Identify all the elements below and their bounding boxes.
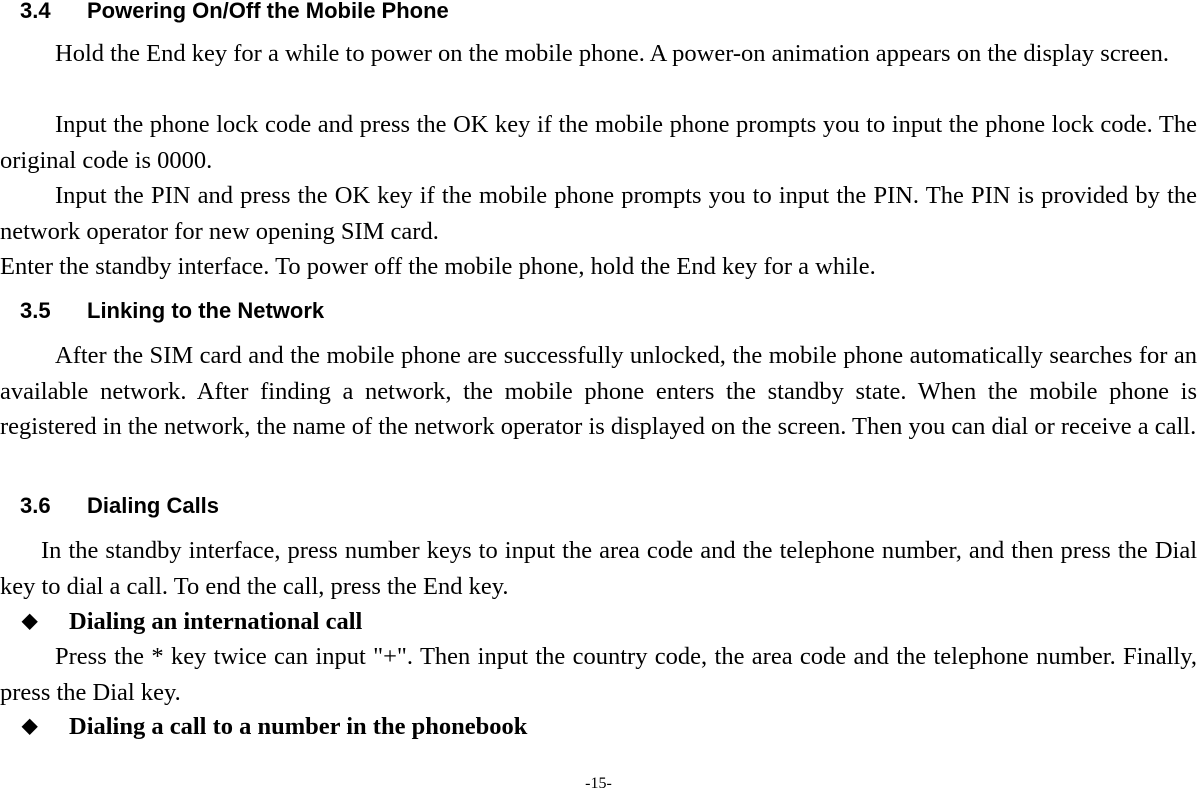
paragraph: Input the phone lock code and press the OK key if the mobile phone prompts you to input the phone lock code. The original code is 0000. [0, 111, 1197, 174]
section-number: 3.6 [20, 493, 51, 518]
subsection-heading-international-call [22, 606, 362, 637]
paragraph: Enter the standby interface. To power off the mobile phone, hold the End key for a while. [0, 253, 876, 280]
subsection-heading-phonebook-call [22, 711, 527, 742]
section-heading-3-5 [20, 299, 324, 323]
section-title: Linking to the Network [87, 298, 325, 323]
section-number: 3.5 [20, 298, 51, 323]
paragraph: Press the * key twice can input "+". Then input the country code, the area code and the telephone number. Finally, press the Dial key. [0, 643, 1197, 706]
paragraph: After the SIM card and the mobile phone are successfully unlocked, the mobile phone automatically searches for an available network. After finding a network, the mobile phone enters the standby state. When the mobile phone is registered in the network, the name of the network operator is displayed on the screen. Then you can dial or receive a call. [0, 342, 1197, 440]
subsection-title: Dialing a call to a number in the phonebook [69, 713, 528, 740]
paragraph: In the standby interface, press number keys to input the area code and the telephone number, and then press the Dial key to dial a call. To end the call, press the End key. [0, 537, 1197, 600]
section-title: Powering On/Off the Mobile Phone [87, 0, 449, 23]
subsection-title: Dialing an international call [69, 608, 363, 635]
section-title: Dialing Calls [87, 493, 220, 518]
section-heading-3-4 [20, 0, 449, 23]
paragraph: Hold the End key for a while to power on the mobile phone. A power-on animation appears on the display screen. [55, 40, 1169, 67]
diamond-bullet-icon: ◆ [22, 715, 38, 737]
paragraph: Input the PIN and press the OK key if the mobile phone prompts you to input the PIN. The PIN is provided by the network operator for new opening SIM card. [0, 182, 1197, 245]
diamond-bullet-icon: ◆ [22, 610, 38, 632]
section-heading-3-6 [20, 494, 219, 518]
section-number: 3.4 [20, 0, 51, 23]
page-number: -15- [585, 775, 612, 792]
